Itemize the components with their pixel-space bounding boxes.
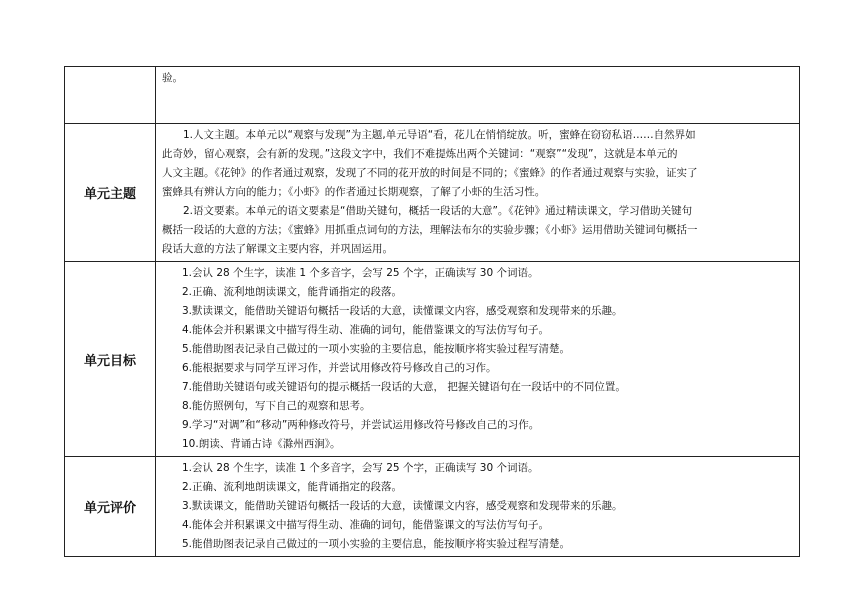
goal-item: 7.能借助关键语句或关键语句的提示概括一段话的大意， 把握关键语句在一段话中的不同位置。 bbox=[182, 381, 626, 393]
evaluation-item: 5.能借助图表记录自己做过的一项小实验的主要信息，能按顺序将实验过程写清楚。 bbox=[182, 538, 571, 550]
goal-item: 4.能体会并积累课文中描写得生动、准确的词句，能借鉴课文的写法仿写句子。 bbox=[182, 324, 550, 336]
table-row-goals bbox=[65, 262, 800, 457]
theme-line: 人文主题。《花钟》的作者通过观察，发现了不同的花开放的时间是不同的；《蜜蜂》的作者通过观察与实验，证实了 bbox=[162, 167, 698, 179]
theme-line: 概括一段话的大意的方法；《蜜蜂》用抓重点词句的方法，理解法布尔的实验步骤；《小虾》运用借助关键词句概括一 bbox=[162, 224, 698, 236]
row-label-empty bbox=[65, 67, 156, 124]
theme-line: 2.语文要素。本单元的语文要素是“借助关键句，概括一段话的大意”。《花钟》通过精读课文，学习借助关键句 bbox=[183, 205, 693, 217]
goal-item: 5.能借助图表记录自己做过的一项小实验的主要信息，能按顺序将实验过程写清楚。 bbox=[182, 343, 571, 355]
evaluation-item: 1.会认 28 个生字，读准 1 个多音字，会写 25 个字，正确读写 30 个词语。 bbox=[182, 462, 539, 474]
row-content-theme bbox=[156, 124, 800, 262]
table-row-continuation bbox=[65, 67, 800, 124]
evaluation-item: 3.默读课文，能借助关键语句概括一段话的大意，读懂课文内容，感受观察和发现带来的乐趣。 bbox=[182, 500, 623, 512]
goal-item: 10.朗读、背诵古诗《滁州西涧》。 bbox=[182, 438, 341, 450]
row-label-evaluation: 单元评价 bbox=[65, 457, 156, 557]
goal-item: 8.能仿照例句，写下自己的观察和思考。 bbox=[182, 400, 371, 412]
unit-plan-table bbox=[64, 66, 800, 557]
evaluation-item: 4.能体会并积累课文中描写得生动、准确的词句，能借鉴课文的写法仿写句子。 bbox=[182, 519, 550, 531]
row-content-continuation bbox=[156, 67, 800, 124]
goal-item: 2.正确、流利地朗读课文，能背诵指定的段落。 bbox=[182, 286, 403, 298]
row-label-theme: 单元主题 bbox=[65, 124, 156, 262]
row-content-goals bbox=[156, 262, 800, 457]
theme-line: 段话大意的方法了解课文主要内容，并巩固运用。 bbox=[162, 243, 393, 255]
row-label-goals: 单元目标 bbox=[65, 262, 156, 457]
theme-line: 蜜蜂具有辨认方向的能力；《小虾》的作者通过长期观察，了解了小虾的生活习性。 bbox=[162, 186, 546, 198]
goal-item: 1.会认 28 个生字，读准 1 个多音字，会写 25 个字，正确读写 30 个词语。 bbox=[182, 267, 539, 279]
row-content-evaluation bbox=[156, 457, 800, 557]
goal-item: 9.学习“对调”和“移动”两种修改符号，并尝试运用修改符号修改自己的习作。 bbox=[182, 419, 540, 431]
continuation-text: 验。 bbox=[162, 72, 183, 84]
evaluation-item: 2.正确、流利地朗读课文，能背诵指定的段落。 bbox=[182, 481, 403, 493]
theme-line: 此奇妙，留心观察，会有新的发现。”这段文字中，我们不难提炼出两个关键词：“观察”“发现”，这就是本单元的 bbox=[162, 148, 678, 160]
goal-item: 3.默读课文，能借助关键语句概括一段话的大意，读懂课文内容，感受观察和发现带来的乐趣。 bbox=[182, 305, 623, 317]
table-row-evaluation bbox=[65, 457, 800, 557]
table-row-theme bbox=[65, 124, 800, 262]
theme-line: 1.人文主题。本单元以“观察与发现”为主题,单元导语“看，花儿在悄悄绽放。听，蜜蜂在窃窃私语……自然界如 bbox=[183, 129, 696, 141]
goal-item: 6.能根据要求与同学互评习作，并尝试用修改符号修改自己的习作。 bbox=[182, 362, 497, 374]
